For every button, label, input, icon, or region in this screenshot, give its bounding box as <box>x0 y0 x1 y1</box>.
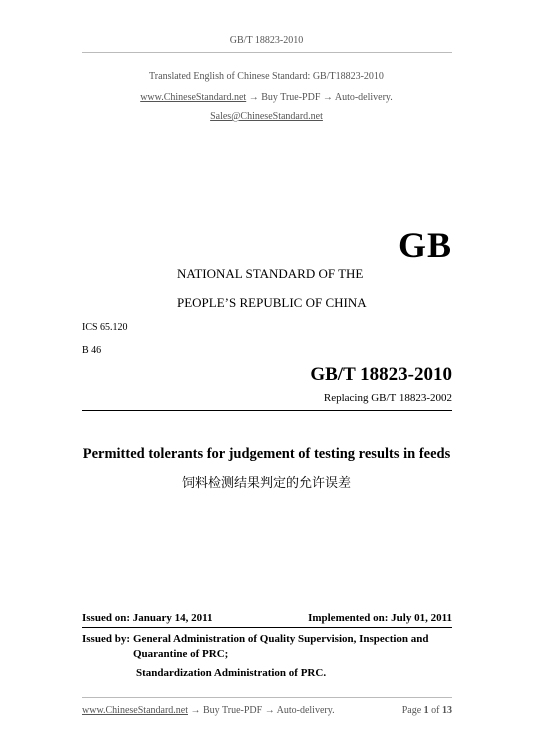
page-label: Page <box>401 705 422 716</box>
translated-line: Translated English of Chinese Standard: GB/T18823-2010 <box>149 71 384 82</box>
page-of: of <box>431 705 440 716</box>
replacing-note: Replacing GB/T 18823-2002 <box>323 392 452 404</box>
site-suffix: → Buy True-PDF → Auto-delivery. <box>248 92 393 103</box>
footer-link-line <box>82 705 335 716</box>
header-link-line <box>0 92 533 103</box>
standard-number: GB/T 18823-2010 <box>310 364 452 385</box>
gb-logo: GB <box>397 225 452 265</box>
issuer-1-line-2: Quarantine of PRC; <box>133 648 229 660</box>
page-number <box>402 705 452 716</box>
footer-site-suffix: → Buy True-PDF → Auto-delivery. <box>190 705 335 716</box>
email-line <box>0 111 533 122</box>
header-doc-id: GB/T 18823-2010 <box>229 35 304 46</box>
dates-divider <box>82 627 452 628</box>
title-english: Permitted tolerants for judgement of testing results in feeds <box>82 446 451 462</box>
class-code: B 46 <box>82 345 102 356</box>
national-line-1: NATIONAL STANDARD OF THE <box>177 266 364 281</box>
national-line-2: PEOPLE’S REPUBLIC OF CHINA <box>177 295 367 310</box>
ics-code: ICS 65.120 <box>82 322 128 333</box>
site-link[interactable]: www.ChineseStandard.net <box>140 92 247 103</box>
header-divider <box>82 52 452 53</box>
title-chinese: 饲料检测结果判定的允许误差 <box>181 476 351 491</box>
footer-site-link[interactable]: www.ChineseStandard.net <box>82 705 188 716</box>
email-link[interactable]: Sales@ChineseStandard.net <box>210 111 323 122</box>
footer-divider <box>82 697 452 698</box>
page-total: 13 <box>442 705 452 716</box>
page-current: 1 <box>423 705 429 716</box>
issued-on: Issued on: January 14, 2011 <box>82 612 213 624</box>
issuer-1-line-1: General Administration of Quality Supervision, Inspection and <box>133 633 429 645</box>
issued-by-label: Issued by: <box>82 633 130 645</box>
implemented-on: Implemented on: July 01, 2011 <box>308 612 452 624</box>
issuer-2: Standardization Administration of PRC. <box>136 667 327 679</box>
standard-divider <box>82 410 452 411</box>
